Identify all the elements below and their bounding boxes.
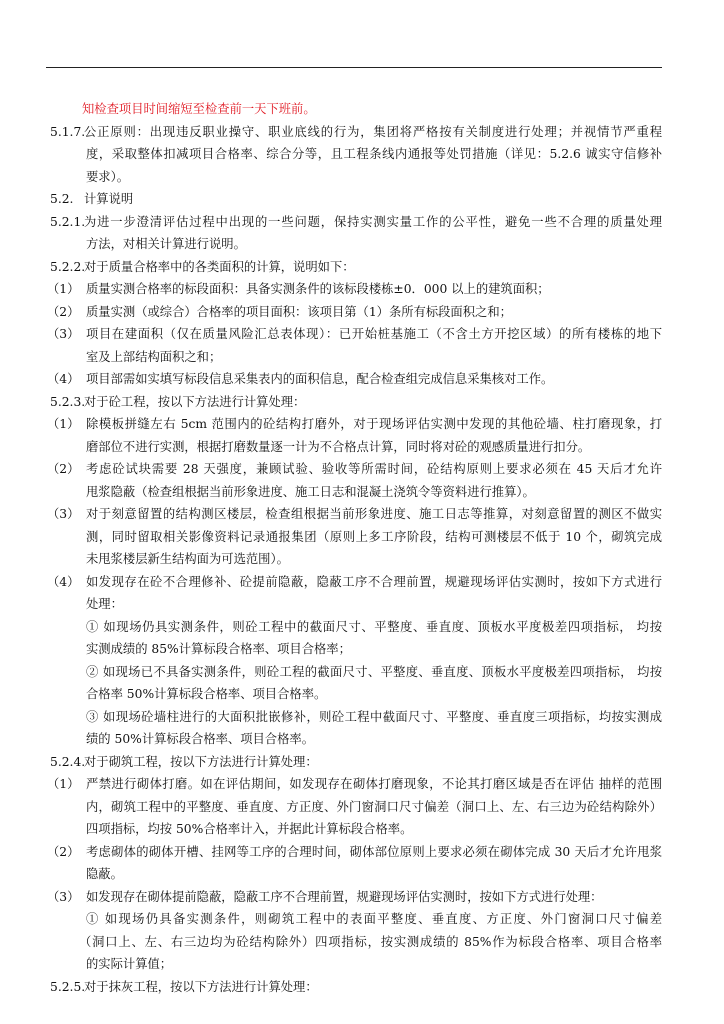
text-line: [0, 121, 724, 144]
text-line: [0, 166, 724, 189]
text-line: [0, 436, 724, 459]
text-line: [0, 278, 724, 301]
text-line: [0, 661, 724, 684]
line-text: 未甩浆楼层新生结构面为可选范围）。: [86, 552, 289, 566]
text-line: [0, 863, 724, 886]
section-number: 5.1.7.: [50, 124, 86, 139]
line-text: 为进一步澄清评估过程中出现的一些问题，保持实测实量工作的公平性，避免一些不合理的质量处理: [84, 214, 662, 229]
item-number: （2）: [47, 304, 80, 319]
line-text: 对于质量合格率中的各类面积的计算，说明如下：: [84, 259, 355, 274]
text-line: [0, 481, 724, 504]
line-text: 甩浆隐蔽（检查组根据当前形象进度、施工日志和混凝土浇筑令等资料进行推算）。: [86, 484, 535, 499]
line-text: 室及上部结构面积之和；: [86, 349, 222, 364]
line-text: 考虑砌体的砌体开槽、挂网等工序的合理时间，砌体部位原则上要求必须在砌体完成 30 天后才允许甩浆: [86, 844, 662, 859]
header-rule: [46, 67, 662, 68]
line-text: ② 如现场已不具备实测条件，则砼工程的截面尺寸、平整度、垂直度、顶板水平度极差四项指标， 均按: [86, 664, 662, 679]
line-text: 对于砌筑工程，按以下方法进行计算处理：: [84, 754, 318, 769]
text-line: [0, 841, 724, 864]
text-line: [0, 413, 724, 436]
line-text: 项目在建面积（仅在质量风险汇总表体现）：已开始桩基施工（不含土方开挖区域）的所有楼栋的地下: [86, 327, 662, 341]
text-line: [0, 953, 724, 976]
text-line: [0, 593, 724, 616]
item-number: （3）: [47, 889, 80, 904]
text-line: [0, 503, 724, 526]
text-line: [0, 773, 724, 796]
item-number: （4）: [47, 574, 80, 589]
line-text: 对于砼工程，按以下方法进行计算处理：: [84, 394, 306, 409]
section-number: 5.2.3.: [50, 394, 86, 409]
item-number: （3）: [47, 507, 80, 521]
document-body: [0, 98, 724, 998]
item-number: （1）: [47, 417, 80, 431]
line-text: 测，同时留取相关影像资料记录通报集团（原则上多工序阶段，结构可测楼层不低于 10 个，砌筑完成: [86, 529, 662, 544]
text-line: [0, 143, 724, 166]
section-number: 5.2.2.: [50, 259, 86, 274]
text-line: [0, 323, 724, 346]
text-line: [0, 188, 724, 211]
line-text: 公正原则：出现违反职业操守、职业底线的行为，集团将严格按有关制度进行处理；并视情节严重程: [84, 124, 662, 139]
line-text: 方法，对相关计算进行说明。: [86, 237, 246, 251]
line-text: 的实际计算值；: [86, 957, 173, 971]
line-text: 实测成绩的 85%计算标段合格率、项目合格率；: [86, 642, 351, 656]
text-line: [0, 548, 724, 571]
text-line: [0, 346, 724, 369]
line-text: 知检查项目时间缩短至检查前一天下班前。: [82, 102, 316, 116]
text-line: [0, 458, 724, 481]
line-text: 要求）。: [86, 169, 130, 184]
text-line: [0, 391, 724, 414]
line-text: 内，砌筑工程中的平整度、垂直度、方正度、外门窗洞口尺寸偏差（洞口上、左、右三边为砼结构除外）: [86, 799, 662, 814]
text-line: [0, 368, 724, 391]
text-line: [0, 706, 724, 729]
section-number: 5.2.5.: [50, 979, 86, 994]
text-line: [0, 683, 724, 706]
text-line: [0, 931, 724, 954]
text-line: [0, 818, 724, 841]
text-line: [0, 616, 724, 639]
line-text: 如发现存在砼不合理修补、砼提前隐蔽，隐蔽工序不合理前置，规避现场评估实测时，按如下方式进行: [86, 574, 662, 589]
item-number: （3）: [47, 327, 80, 341]
text-line: [0, 98, 724, 121]
item-number: （1）: [47, 777, 80, 791]
line-text: ③ 如现场砼墙柱进行的大面积批嵌修补，则砼工程中截面尺寸、平整度、垂直度三项指标，均按实测成: [86, 709, 662, 724]
item-number: （1）: [47, 282, 80, 296]
line-text: 对于刻意留置的结构测区楼层，检查组根据当前形象进度、施工日志等推算，对刻意留置的测区不做实: [86, 507, 662, 521]
text-line: [0, 796, 724, 819]
line-text: 质量实测（或综合）合格率的项目面积：该项目第（1）条所有标段面积之和；: [86, 304, 512, 319]
line-text: 度，采取整体扣减项目合格率、综合分等，且工程条线内通报等处罚措施（详见：5.2.6 诚实守信修补: [86, 147, 662, 161]
line-text: 除模板拼缝左右 5cm 范围内的砼结构打磨外，对于现场评估实测中发现的其他砼墙、柱打磨现象，打: [86, 417, 662, 431]
line-text: 考虑砼试块需要 28 天强度，兼顾试验、验收等所需时间，砼结构原则上要求必须在 45 天后才允许: [86, 462, 662, 476]
text-line: [0, 638, 724, 661]
text-line: [0, 301, 724, 324]
text-line: [0, 751, 724, 774]
text-line: [0, 976, 724, 999]
line-text: 处理：: [86, 597, 123, 611]
text-line: [0, 233, 724, 256]
text-line: [0, 211, 724, 234]
line-text: 对于抹灰工程，按以下方法进行计算处理：: [84, 979, 318, 994]
section-number: 5.2.: [50, 192, 74, 206]
line-text: 磨部位不进行实测，根据打磨数量逐一计为不合格点计算，同时将对砼的观感质量进行扣分。: [86, 439, 591, 454]
item-number: （2）: [47, 462, 80, 476]
line-text: 四项指标，均按 50%合格率计入，并据此计算标段合格率。: [86, 822, 413, 836]
line-text: 合格率 50%计算标段合格率、项目合格率。: [86, 687, 327, 701]
text-line: [0, 256, 724, 279]
line-text: （洞口上、左、右三边均为砼结构除外）四项指标，按实测成绩的 85%作为标段合格率、项目合格率: [79, 934, 662, 949]
item-number: （2）: [47, 844, 80, 859]
line-text: 如发现存在砌体提前隐蔽，隐蔽工序不合理前置，规避现场评估实测时，按如下方式进行处理：: [86, 889, 603, 904]
line-text: ① 如现场仍具备实测条件，则砌筑工程中的表面平整度、垂直度、方正度、外门窗洞口尺寸偏差: [86, 912, 662, 926]
section-number: 5.2.1.: [50, 214, 86, 229]
text-line: [0, 908, 724, 931]
line-text: 质量实测合格率的标段面积：具备实测条件的该标段楼栋±0．000 以上的建筑面积；: [86, 282, 550, 296]
section-number: 5.2.4.: [50, 754, 86, 769]
line-text: 计算说明: [84, 192, 134, 206]
item-number: （4）: [47, 372, 80, 386]
text-line: [0, 526, 724, 549]
text-line: [0, 886, 724, 909]
line-text: 严禁进行砌体打磨。如在评估期间，如发现存在砌体打磨现象，不论其打磨区域是否在评估 抽样的范围: [86, 777, 662, 791]
line-text: 项目部需如实填写标段信息采集表内的面积信息，配合检查组完成信息采集核对工作。: [86, 372, 554, 386]
text-line: [0, 571, 724, 594]
line-text: 隐蔽。: [86, 867, 123, 881]
line-text: 绩的 50%计算标段合格率、项目合格率。: [86, 732, 314, 746]
line-text: ① 如现场仍具实测条件，则砼工程中的截面尺寸、平整度、垂直度、顶板水平度极差四项指标， 均按: [86, 619, 662, 634]
text-line: [0, 728, 724, 751]
